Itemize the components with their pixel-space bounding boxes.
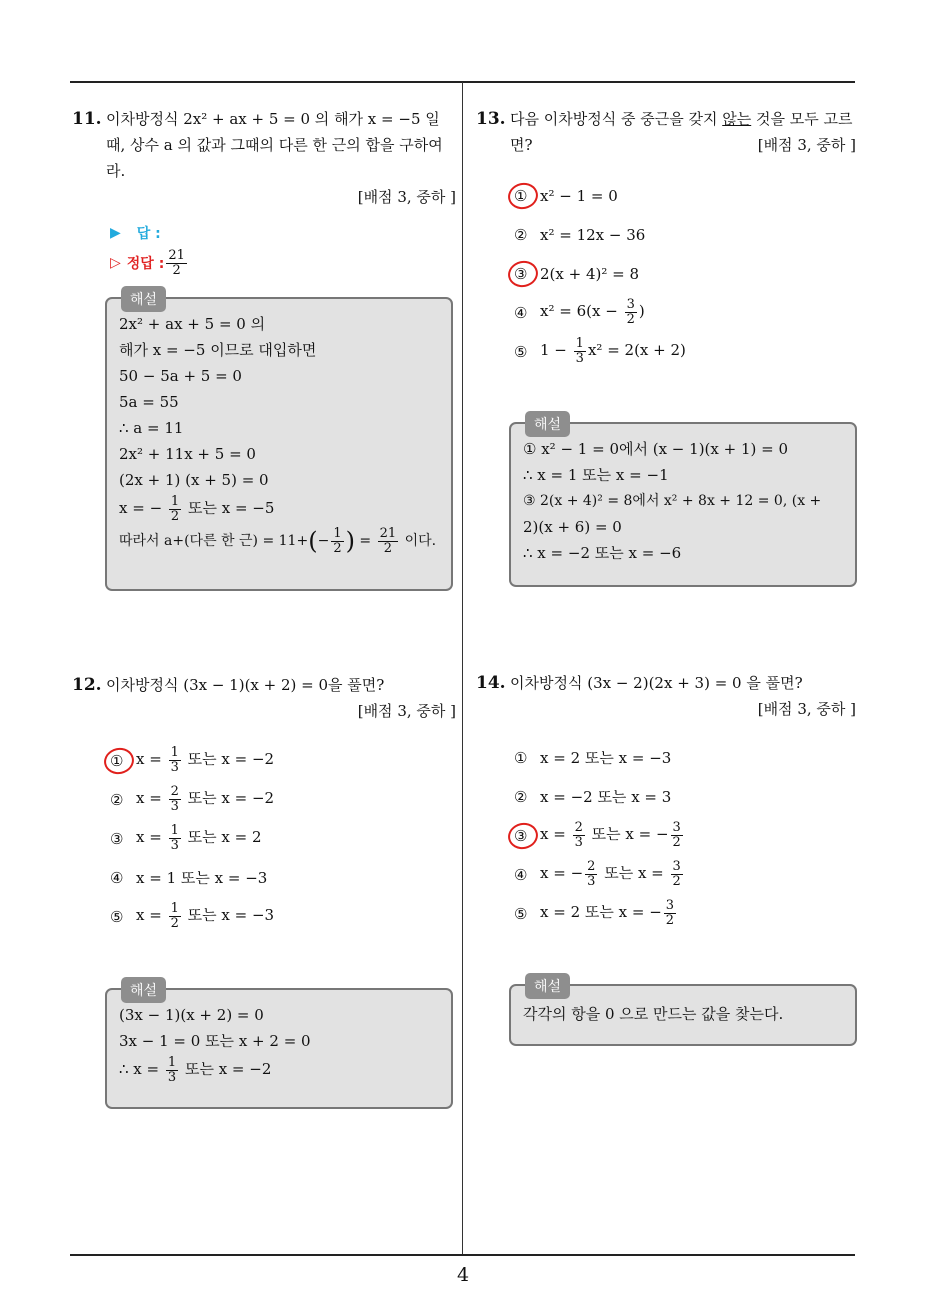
- choice-2[interactable]: ② x = $\frac{2}{3}$ 또는 x = −2: [110, 784, 275, 814]
- choice-4[interactable]: ④ x² = 6(x − $\frac{3}{2}$ ): [514, 297, 645, 327]
- solution-line: ∴ a = 11: [119, 419, 184, 437]
- solution-tab: 해설: [121, 286, 166, 312]
- correct-answer-row: [110, 246, 456, 280]
- question-text: 이차방정식 2x² + ax + 5 = 0 의 해가 x = −5 일 때, 상수 a 의 값과 그때의 다른 한 근의 합을 구하여라.: [106, 110, 443, 180]
- choice-1[interactable]: ① x² − 1 = 0: [514, 176, 854, 215]
- bottom-rule: [70, 1254, 855, 1256]
- choice-1[interactable]: ① x = $\frac{1}{3}$ 또는 x = −2: [110, 741, 450, 780]
- solution-line: (3x − 1)(x + 2) = 0: [119, 1006, 264, 1024]
- solution-line: ∴ x = $\frac{1}{3}$ 또는 x = −2: [119, 1054, 272, 1085]
- solution-line: ∴ x = 1 또는 x = −1: [523, 466, 669, 484]
- solution-box-12: [105, 983, 453, 1109]
- page-number: 4: [456, 1264, 470, 1286]
- choice-1[interactable]: ① x = 2 또는 x = −3: [514, 748, 672, 767]
- choice-4[interactable]: ④ x = − $\frac{2}{3}$ 또는 x = $\frac{3}{2}$: [514, 859, 681, 889]
- solution-line: 2x² + ax + 5 = 0 의: [119, 315, 266, 333]
- question-meta: [배점 3, 중하 ]: [757, 136, 856, 154]
- solution-line: 50 − 5a + 5 = 0: [119, 367, 242, 385]
- solution-tab: 해설: [121, 977, 166, 1003]
- correct-marker-icon: ▷: [110, 255, 121, 271]
- question-number: 13.: [476, 109, 506, 129]
- solution-line: 각각의 항을 0 으로 만드는 값을 찾는다.: [523, 1005, 784, 1023]
- question-text: 이차방정식 (3x − 1)(x + 2) = 0을 풀면?: [106, 676, 385, 694]
- question-11: [72, 106, 456, 280]
- solution-box-13: [509, 417, 857, 587]
- choice-5[interactable]: ⑤ x = $\frac{1}{2}$ 또는 x = −3: [110, 901, 275, 931]
- choices-12: [110, 741, 450, 936]
- choice-3[interactable]: ③ x = $\frac{1}{3}$ 또는 x = 2: [110, 823, 262, 853]
- correct-label: 정답 :: [126, 256, 165, 272]
- solution-line: ∴ x = −2 또는 x = −6: [523, 544, 682, 562]
- solution-line: ① x² − 1 = 0에서 (x − 1)(x + 1) = 0: [523, 440, 789, 458]
- solution-line: 해가 x = −5 이므로 대입하면: [119, 341, 317, 359]
- solution-line: 따라서 a+(다른 한 근) = 11+(− $\frac{1}{2}$ ) = $\frac{21}{2}$ 이다.: [119, 526, 437, 556]
- solution-line: ③ 2(x + 4)² = 8에서 x² + 8x + 12 = 0, (x +: [523, 493, 822, 509]
- choices-14: [514, 738, 854, 933]
- solution-line: (2x + 1) (x + 5) = 0: [119, 471, 269, 489]
- solution-line: 5a = 55: [119, 393, 179, 411]
- choices-13: [514, 176, 854, 371]
- question-meta: [배점 3, 중하 ]: [357, 702, 456, 720]
- solution-line: 2)(x + 6) = 0: [523, 518, 622, 536]
- solution-tab: 해설: [525, 411, 570, 437]
- choice-2[interactable]: ② x² = 12x − 36: [514, 225, 646, 244]
- solution-tab: 해설: [525, 973, 570, 999]
- question-meta: [배점 3, 중하 ]: [357, 188, 456, 206]
- question-12: [72, 672, 456, 722]
- solution-line: 2x² + 11x + 5 = 0: [119, 445, 256, 463]
- correct-answer-value: $\frac{21}{2}$: [168, 247, 185, 278]
- choice-5[interactable]: ⑤ 1 − $\frac{1}{3}$ x² = 2(x + 2): [514, 336, 686, 366]
- answer-marker-icon: ▶: [110, 225, 121, 241]
- question-number: 11.: [72, 109, 102, 129]
- question-13: [476, 106, 856, 156]
- choice-3[interactable]: ③ 2(x + 4)² = 8: [514, 254, 854, 293]
- solution-box-14: [509, 979, 857, 1046]
- answer-label: 답 :: [136, 226, 161, 242]
- solution-line: x = − $\frac{1}{2}$ 또는 x = −5: [119, 493, 275, 524]
- solution-box-11: [105, 292, 453, 591]
- choice-4[interactable]: ④ x = 1 또는 x = −3: [110, 868, 268, 887]
- answer-row: [110, 220, 456, 246]
- choice-5[interactable]: ⑤ x = 2 또는 x = − $\frac{3}{2}$: [514, 898, 675, 928]
- solution-line: 3x − 1 = 0 또는 x + 2 = 0: [119, 1032, 311, 1050]
- column-divider: [462, 82, 463, 1256]
- question-text: 다음 이차방정식 중 중근을 갖지 않는 것을 모두 고르면?: [510, 110, 853, 154]
- question-14: [476, 670, 856, 720]
- choice-3[interactable]: ③ x = $\frac{2}{3}$ 또는 x = − $\frac{3}{2}$: [514, 816, 854, 855]
- question-number: 12.: [72, 675, 102, 695]
- choice-2[interactable]: ② x = −2 또는 x = 3: [514, 787, 672, 806]
- question-text: 이차방정식 (3x − 2)(2x + 3) = 0 을 풀면?: [510, 674, 803, 692]
- question-meta: [배점 3, 중하 ]: [757, 700, 856, 718]
- question-number: 14.: [476, 673, 506, 693]
